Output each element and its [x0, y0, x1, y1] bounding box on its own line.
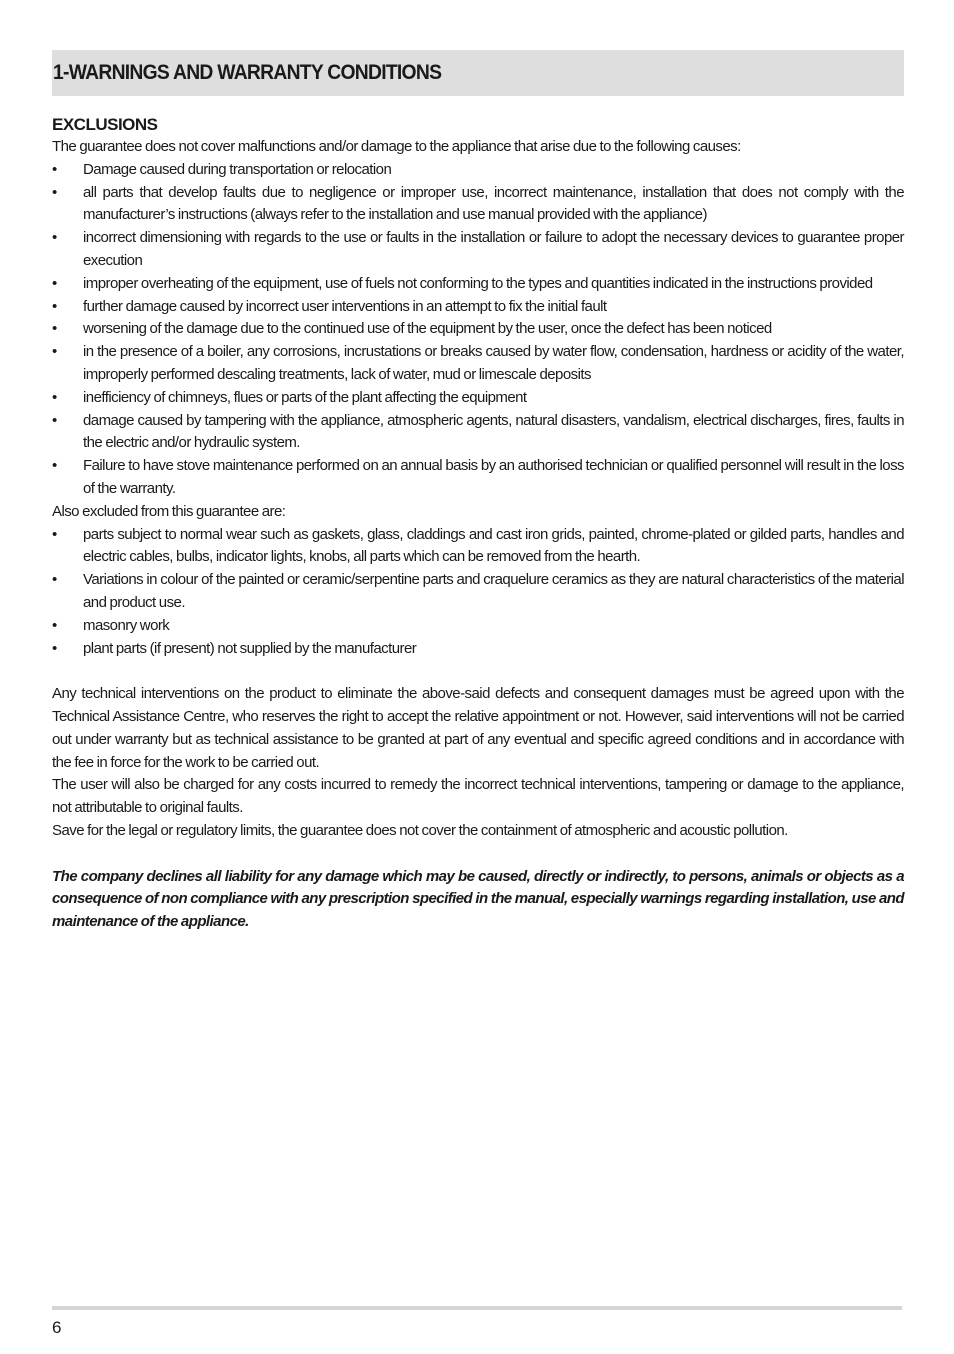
bullet-icon: •: [52, 525, 57, 543]
bullet-icon: •: [52, 571, 57, 589]
page-content: [52, 50, 904, 934]
list-item: • Damage caused during transportation or relocation: [52, 159, 904, 182]
list-item: • Failure to have stove maintenance performed on an annual basis by an authorised technician or qualified personnel will result in the loss of the warranty.: [52, 457, 904, 497]
list-item: • incorrect dimensioning with regards to the use or faults in the installation or failure to adopt the necessary devices to guarantee proper execution: [52, 229, 904, 269]
list-item: • Variations in colour of the painted or ceramic/serpentine parts and craquelure ceramics as they are natural characteristics of the material and product use.: [52, 571, 904, 611]
liability-disclaimer: The company declines all liability for any damage which may be caused, directly or indirectly, to persons, animals or objects as a consequence of non compliance with any prescription specified in the manual, especially warnings regarding installation, use and maintenance of the appliance.: [52, 867, 904, 931]
spacer: [52, 843, 904, 866]
bullet-icon: •: [52, 616, 57, 634]
list-item: • improper overheating of the equipment, use of fuels not conforming to the types and quantities indicated in the instructions provided: [52, 273, 904, 296]
bullet-icon: •: [52, 297, 57, 315]
causes-list: [52, 159, 904, 501]
bullet-icon: •: [52, 388, 57, 406]
spacer: [52, 660, 904, 683]
section-heading: EXCLUSIONS: [52, 115, 158, 134]
bullet-icon: •: [52, 457, 57, 475]
list-item: • parts subject to normal wear such as gaskets, glass, claddings and cast iron grids, painted, chrome-plated or gilded parts, handles and electric cables, bulbs, indicator lights, knobs, all parts which can be removed from the hearth.: [52, 525, 904, 566]
list-item: • masonry work: [52, 615, 904, 638]
bullet-icon: •: [52, 411, 57, 429]
list-item: • worsening of the damage due to the continued use of the equipment by the user, once the defect has been noticed: [52, 318, 904, 341]
bullet-icon: •: [52, 639, 57, 657]
bullet-icon: •: [52, 229, 57, 247]
list-item: • plant parts (if present) not supplied by the manufacturer: [52, 638, 904, 661]
bullet-icon: •: [52, 160, 57, 178]
list-item: • in the presence of a boiler, any corrosions, incrustations or breaks caused by water flow, condensation, hardness or acidity of the water, improperly performed descaling treatments, lack of water, mud or limescale deposits: [52, 343, 904, 383]
also-excluded-label: Also excluded from this guarantee are:: [52, 502, 286, 520]
page-title: 1-WARNINGS AND WARRANTY CONDITIONS: [53, 61, 442, 84]
footer-divider: [52, 1306, 902, 1310]
bullet-icon: •: [52, 183, 57, 201]
list-item: • further damage caused by incorrect user interventions in an attempt to fix the initial fault: [52, 296, 904, 319]
title-bar: [52, 50, 904, 96]
bullet-icon: •: [52, 320, 57, 338]
bullet-icon: •: [52, 274, 57, 292]
paragraph: Save for the legal or regulatory limits, the guarantee does not cover the containment of atmospheric and acoustic pollution.: [52, 821, 788, 839]
list-item: • inefficiency of chimneys, flues or parts of the plant affecting the equipment: [52, 387, 904, 410]
list-item: • all parts that develop faults due to negligence or improper use, incorrect maintenance, installation that does not comply with the manufacturer’s instructions (always refer to the installation and use manual provided with the appliance): [52, 183, 904, 224]
paragraph: Any technical interventions on the product to eliminate the above-said defects and consequent damages must be agreed upon with the Technical Assistance Centre, who reserves the right to accept the relative appointment or not. However, said interventions will not be carried out under warranty but as technical assistance to be granted at part of any eventual and specific agreed conditions and in accordance with the fee in force for the work to be carried out.: [52, 685, 904, 771]
paragraph: The user will also be charged for any costs incurred to remedy the incorrect technical interventions, tampering or damage to the appliance, not attributable to original faults.: [52, 776, 904, 817]
bullet-icon: •: [52, 343, 57, 361]
also-excluded-list: [52, 524, 904, 661]
list-item: • damage caused by tampering with the appliance, atmospheric agents, natural disasters, vandalism, electrical discharges, fires, faults in the electric and/or hydraulic system.: [52, 411, 904, 452]
intro-text: The guarantee does not cover malfunctions and/or damage to the appliance that arise due to the following causes:: [52, 138, 741, 155]
page-number: 6: [52, 1318, 62, 1337]
